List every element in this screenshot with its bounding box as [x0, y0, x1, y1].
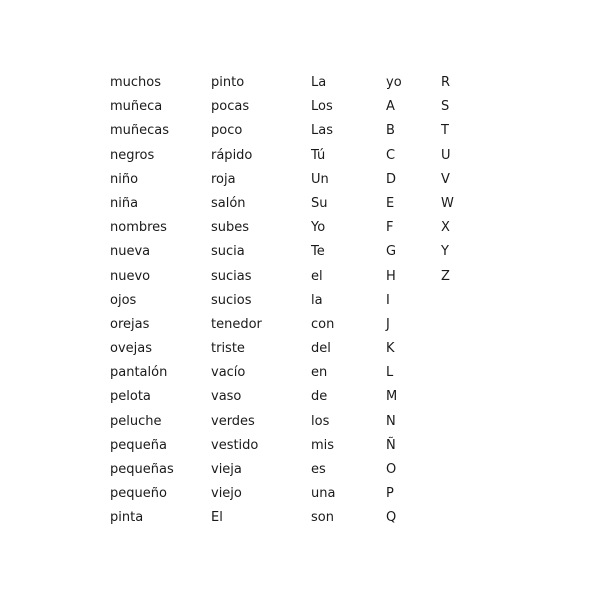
list-item: T [441, 123, 449, 139]
word-column-1 [110, 73, 174, 533]
list-item: mis [311, 437, 335, 453]
list-item: el [311, 268, 323, 284]
list-item: Yo [311, 220, 326, 236]
list-item: en [311, 365, 328, 381]
list-item: Las [311, 123, 333, 139]
list-item: Los [311, 99, 333, 115]
list-item: X [441, 220, 450, 236]
list-item: muñecas [110, 123, 170, 139]
list-item: una [311, 486, 336, 502]
list-item: F [386, 220, 394, 236]
list-item: vacío [211, 365, 246, 381]
list-item: H [386, 268, 396, 284]
list-item: muchos [110, 75, 162, 90]
word-column-3 [311, 73, 335, 533]
list-item: vieja [211, 462, 242, 477]
list-item: es [311, 462, 326, 477]
list-item: vestido [211, 437, 259, 453]
list-item: poco [211, 123, 243, 139]
list-item: Ñ [386, 437, 396, 453]
list-item: nombres [110, 220, 167, 236]
list-item: ojos [110, 292, 137, 308]
letter-column-2 [441, 73, 454, 291]
list-item: yo [386, 75, 402, 90]
list-item: pequeña [110, 437, 167, 453]
list-item: pantalón [110, 365, 168, 381]
list-item: Tú [311, 147, 326, 163]
list-item: V [441, 171, 450, 187]
list-item: I [386, 292, 390, 308]
list-item: pelota [110, 389, 151, 405]
list-item: R [441, 75, 451, 90]
list-item: viejo [211, 486, 242, 502]
list-item: muñeca [110, 99, 163, 115]
list-item: P [386, 486, 394, 502]
list-item: del [311, 341, 331, 357]
list-item: peluche [110, 413, 162, 429]
list-item: subes [211, 220, 250, 236]
list-item: tenedor [211, 316, 262, 332]
list-item: pocas [211, 99, 250, 115]
list-item: Z [441, 268, 450, 284]
list-item: vaso [211, 389, 242, 405]
list-item: Un [311, 171, 329, 187]
list-item: Q [386, 510, 397, 526]
list-item: pequeño [110, 486, 167, 502]
list-item: O [386, 462, 397, 477]
list-item: Y [441, 244, 449, 260]
list-item: L [386, 365, 394, 381]
list-item: rápido [211, 147, 253, 163]
list-item: pequeñas [110, 462, 174, 477]
list-item: El [211, 510, 223, 526]
list-item: Su [311, 195, 328, 211]
list-item: nueva [110, 244, 151, 260]
list-item: N [386, 413, 396, 429]
list-item: D [386, 171, 397, 187]
list-item: triste [211, 341, 245, 357]
list-item: negros [110, 147, 155, 163]
list-item: de [311, 389, 328, 405]
list-item: U [441, 147, 451, 163]
list-item: G [386, 244, 397, 260]
list-item: sucios [211, 292, 252, 308]
list-item: niño [110, 171, 139, 187]
list-item: J [386, 316, 390, 332]
word-column-2 [211, 73, 262, 533]
list-item: con [311, 316, 335, 332]
list-item: pinto [211, 75, 245, 90]
list-item: La [311, 75, 327, 90]
list-item: salón [211, 195, 246, 211]
word-list [0, 73, 600, 543]
list-item: B [386, 123, 395, 139]
list-item: la [311, 292, 323, 308]
list-item: orejas [110, 316, 150, 332]
list-item: E [386, 195, 395, 211]
list-item: Te [311, 244, 325, 260]
list-item: sucias [211, 268, 252, 284]
list-item: sucia [211, 244, 245, 260]
list-item: los [311, 413, 330, 429]
list-item: verdes [211, 413, 255, 429]
list-item: pinta [110, 510, 144, 526]
list-item: roja [211, 171, 236, 187]
list-item: niña [110, 195, 139, 211]
list-item: A [386, 99, 395, 115]
list-item: S [441, 99, 450, 115]
list-item: W [441, 195, 454, 211]
letter-column-1 [386, 73, 402, 533]
list-item: K [386, 341, 395, 357]
list-item: C [386, 147, 396, 163]
list-item: ovejas [110, 341, 152, 357]
list-item: nuevo [110, 268, 151, 284]
list-item: M [386, 389, 398, 405]
list-item: son [311, 510, 334, 526]
